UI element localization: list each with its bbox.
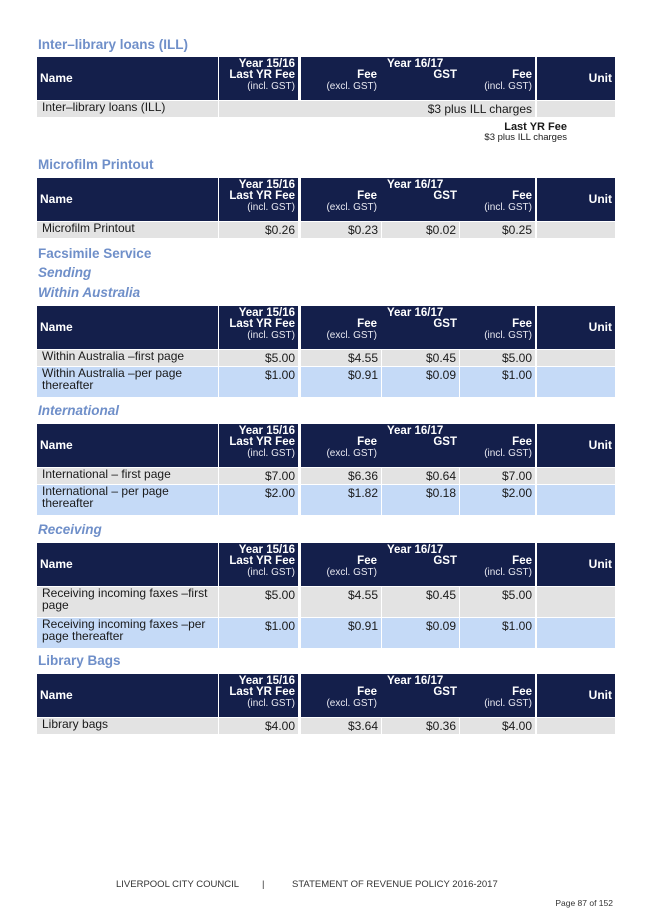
header-last-yr-fee: Last YR Fee [229,69,295,81]
header-fee-incl: Fee [512,436,532,448]
header-last-yr-fee: Last YR Fee [229,318,295,330]
header-incl-gst-2: (incl. GST) [484,81,532,92]
last-yr-fee-note [484,121,567,143]
header-fee-incl: Fee [512,686,532,698]
header-fee: Fee [357,555,377,567]
row-gst: $0.09 [382,618,459,648]
footer-title: STATEMENT OF REVENUE POLICY 2016-2017 [292,879,498,890]
header-excl-gst: (excl. GST) [326,81,377,92]
header-last-yr-fee: Last YR Fee [229,555,295,567]
row-name: Within Australia –first page [37,350,218,366]
header-year-15-16: Year 15/16 [238,675,295,687]
header-unit: Unit [588,438,612,452]
row-fee-excl: $4.55 [301,350,381,366]
header-last-yr-fee: Last YR Fee [229,686,295,698]
row-fee-excl: $1.82 [301,485,381,515]
table-row [37,587,615,617]
page-number: Page 87 of 152 [555,898,613,908]
note-value: $3 plus ILL charges [484,132,567,143]
row-fee-excl: $0.23 [301,222,381,238]
row-unit [537,587,615,617]
row-fee-incl: $2.00 [460,485,535,515]
header-excl-gst: (excl. GST) [326,567,377,578]
row-value: $3 plus ILL charges [219,101,535,117]
table-header [37,178,615,221]
section-title-ill: Inter–library loans (ILL) [38,37,189,52]
row-fee-excl: $6.36 [301,468,381,484]
header-gst: GST [433,686,457,698]
row-gst: $0.45 [382,587,459,617]
header-gst: GST [433,190,457,202]
header-unit: Unit [588,192,612,206]
header-name: Name [40,320,73,334]
row-fee-excl: $4.55 [301,587,381,617]
row-gst: $0.36 [382,718,459,734]
row-unit [537,101,615,117]
row-unit [537,718,615,734]
row-fee-incl: $4.00 [460,718,535,734]
row-fee-incl: $0.25 [460,222,535,238]
section-title-international: International [38,403,120,418]
header-incl-gst: (incl. GST) [247,698,295,709]
section-title-microfilm: Microfilm Printout [38,157,154,172]
row-fee-excl: $0.91 [301,618,381,648]
row-last-yr-fee: $2.00 [219,485,298,515]
section-title-receiving: Receiving [38,522,102,537]
row-fee-incl: $7.00 [460,468,535,484]
note-title: Last YR Fee [504,121,567,133]
header-fee: Fee [357,318,377,330]
header-incl-gst-2: (incl. GST) [484,698,532,709]
row-unit [537,485,615,515]
header-year-16-17: Year 16/17 [387,307,444,319]
row-last-yr-fee: $0.26 [219,222,298,238]
row-gst: $0.02 [382,222,459,238]
row-fee-incl: $5.00 [460,587,535,617]
row-last-yr-fee: $5.00 [219,587,298,617]
header-fee-incl: Fee [512,69,532,81]
header-year-15-16: Year 15/16 [238,307,295,319]
fee-table-within-australia [37,306,615,397]
table-row [37,101,615,117]
row-fee-excl: $0.91 [301,367,381,397]
header-excl-gst: (excl. GST) [326,330,377,341]
header-excl-gst: (excl. GST) [326,698,377,709]
header-name: Name [40,557,73,571]
header-year-16-17: Year 16/17 [387,425,444,437]
section-title-sending: Sending [38,265,92,280]
row-last-yr-fee: $5.00 [219,350,298,366]
header-fee: Fee [357,686,377,698]
row-gst: $0.09 [382,367,459,397]
header-name: Name [40,71,73,85]
fee-table-microfilm [37,178,615,238]
row-unit [537,222,615,238]
row-unit [537,468,615,484]
footer-council: LIVERPOOL CITY COUNCIL [116,879,240,890]
header-name: Name [40,438,73,452]
table-row [37,468,615,484]
header-name: Name [40,688,73,702]
header-incl-gst: (incl. GST) [247,81,295,92]
header-incl-gst: (incl. GST) [247,330,295,341]
header-name: Name [40,192,73,206]
footer-separator: | [262,879,265,890]
fee-table-international [37,424,615,515]
header-excl-gst: (excl. GST) [326,448,377,459]
row-gst: $0.45 [382,350,459,366]
fee-table-ill [37,57,615,117]
table-row [37,485,615,515]
header-fee: Fee [357,190,377,202]
table-row [37,618,615,648]
table-header [37,306,615,349]
row-name: Library bags [37,718,218,734]
fee-table-library-bags [37,674,615,734]
header-gst: GST [433,318,457,330]
header-year-16-17: Year 16/17 [387,544,444,556]
header-last-yr-fee: Last YR Fee [229,436,295,448]
header-fee-incl: Fee [512,318,532,330]
header-incl-gst-2: (incl. GST) [484,448,532,459]
header-fee-incl: Fee [512,555,532,567]
row-fee-incl: $1.00 [460,618,535,648]
header-fee-incl: Fee [512,190,532,202]
row-fee-incl: $5.00 [460,350,535,366]
row-fee-incl: $1.00 [460,367,535,397]
table-header [37,424,615,467]
header-incl-gst-2: (incl. GST) [484,202,532,213]
header-fee: Fee [357,69,377,81]
row-fee-excl: $3.64 [301,718,381,734]
row-name: Receiving incoming faxes –per page thereafter [37,618,218,648]
header-year-16-17: Year 16/17 [387,675,444,687]
header-gst: GST [433,69,457,81]
header-unit: Unit [588,557,612,571]
row-unit [537,618,615,648]
row-gst: $0.64 [382,468,459,484]
header-incl-gst-2: (incl. GST) [484,330,532,341]
header-incl-gst-2: (incl. GST) [484,567,532,578]
header-year-16-17: Year 16/17 [387,58,444,70]
section-title-library-bags: Library Bags [38,653,121,668]
row-name: Inter–library loans (ILL) [37,101,218,117]
header-year-15-16: Year 15/16 [238,58,295,70]
header-incl-gst: (incl. GST) [247,567,295,578]
table-header [37,57,615,100]
row-last-yr-fee: $7.00 [219,468,298,484]
table-row [37,367,615,397]
header-incl-gst: (incl. GST) [247,448,295,459]
row-last-yr-fee: $1.00 [219,367,298,397]
row-name: International – per page thereafter [37,485,218,515]
row-last-yr-fee: $4.00 [219,718,298,734]
header-last-yr-fee: Last YR Fee [229,190,295,202]
header-year-16-17: Year 16/17 [387,179,444,191]
header-incl-gst: (incl. GST) [247,202,295,213]
table-row [37,222,615,238]
fee-table-receiving [37,543,615,648]
header-year-15-16: Year 15/16 [238,425,295,437]
header-unit: Unit [588,71,612,85]
header-gst: GST [433,555,457,567]
row-unit [537,367,615,397]
table-header [37,674,615,717]
row-name: Within Australia –per page thereafter [37,367,218,397]
row-name: Microfilm Printout [37,222,218,238]
row-last-yr-fee: $1.00 [219,618,298,648]
header-excl-gst: (excl. GST) [326,202,377,213]
header-unit: Unit [588,320,612,334]
header-unit: Unit [588,688,612,702]
row-gst: $0.18 [382,485,459,515]
table-header [37,543,615,586]
header-gst: GST [433,436,457,448]
section-title-facsimile: Facsimile Service [38,246,152,261]
section-title-within-australia: Within Australia [38,285,141,300]
row-unit [537,350,615,366]
row-name: Receiving incoming faxes –first page [37,587,218,617]
header-year-15-16: Year 15/16 [238,544,295,556]
header-year-15-16: Year 15/16 [238,179,295,191]
row-name: International – first page [37,468,218,484]
header-fee: Fee [357,436,377,448]
table-row [37,718,615,734]
table-row [37,350,615,366]
